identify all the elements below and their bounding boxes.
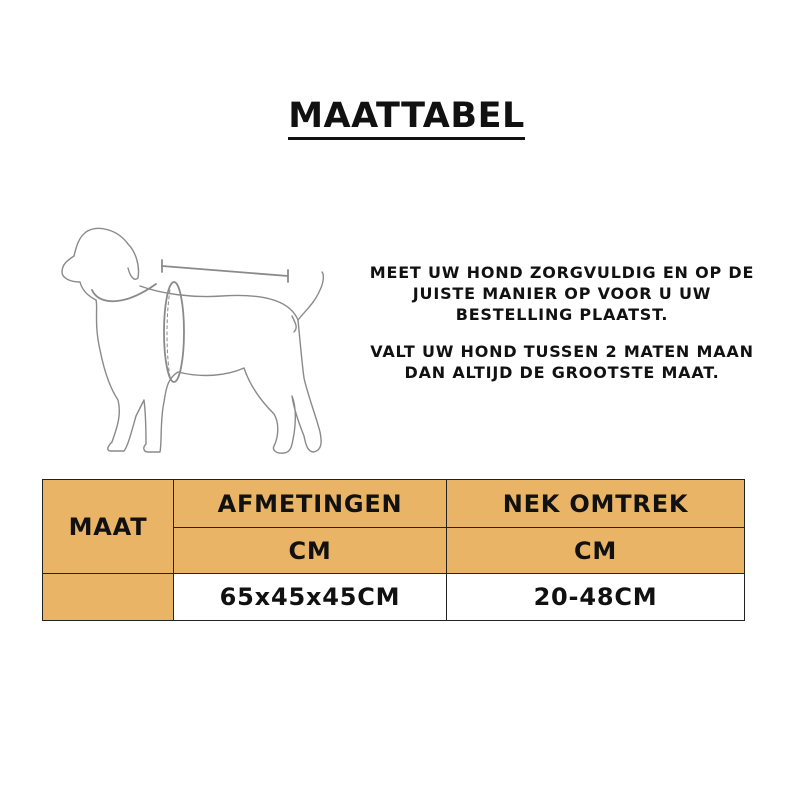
dog-ear <box>128 244 139 279</box>
unit-dimensions: CM <box>174 528 447 574</box>
length-measure-line <box>162 266 288 276</box>
page-title <box>0 96 800 136</box>
dog-leg-detail <box>292 316 296 332</box>
instruction-paragraph: VALT UW HOND TUSSEN 2 MATEN MAAN DAN ALTIJD DE GROOTSTE MAAT. <box>370 342 754 382</box>
size-table <box>42 479 745 621</box>
column-header-size: MAAT <box>43 480 174 574</box>
measurement-instructions <box>360 262 764 399</box>
cell-dimensions: 65x45x45CM <box>174 574 447 621</box>
column-header-dimensions: AFMETINGEN <box>174 480 447 528</box>
chest-inner-line <box>167 290 170 378</box>
neck-measure-line <box>92 284 156 301</box>
page-title-text: MAATTABEL <box>288 96 525 140</box>
table-row <box>43 574 745 621</box>
cell-neck: 20-48CM <box>447 574 745 621</box>
instruction-paragraph: MEET UW HOND ZORGVULDIG EN OP DE JUISTE MANIER OP VOOR U UW BESTELLING PLAATST. <box>369 263 755 324</box>
cell-size <box>43 574 174 621</box>
dog-measurement-icon <box>52 220 342 470</box>
dog-outline <box>62 228 323 453</box>
table-header-row <box>43 480 745 528</box>
unit-neck: CM <box>447 528 745 574</box>
column-header-neck: NEK OMTREK <box>447 480 745 528</box>
